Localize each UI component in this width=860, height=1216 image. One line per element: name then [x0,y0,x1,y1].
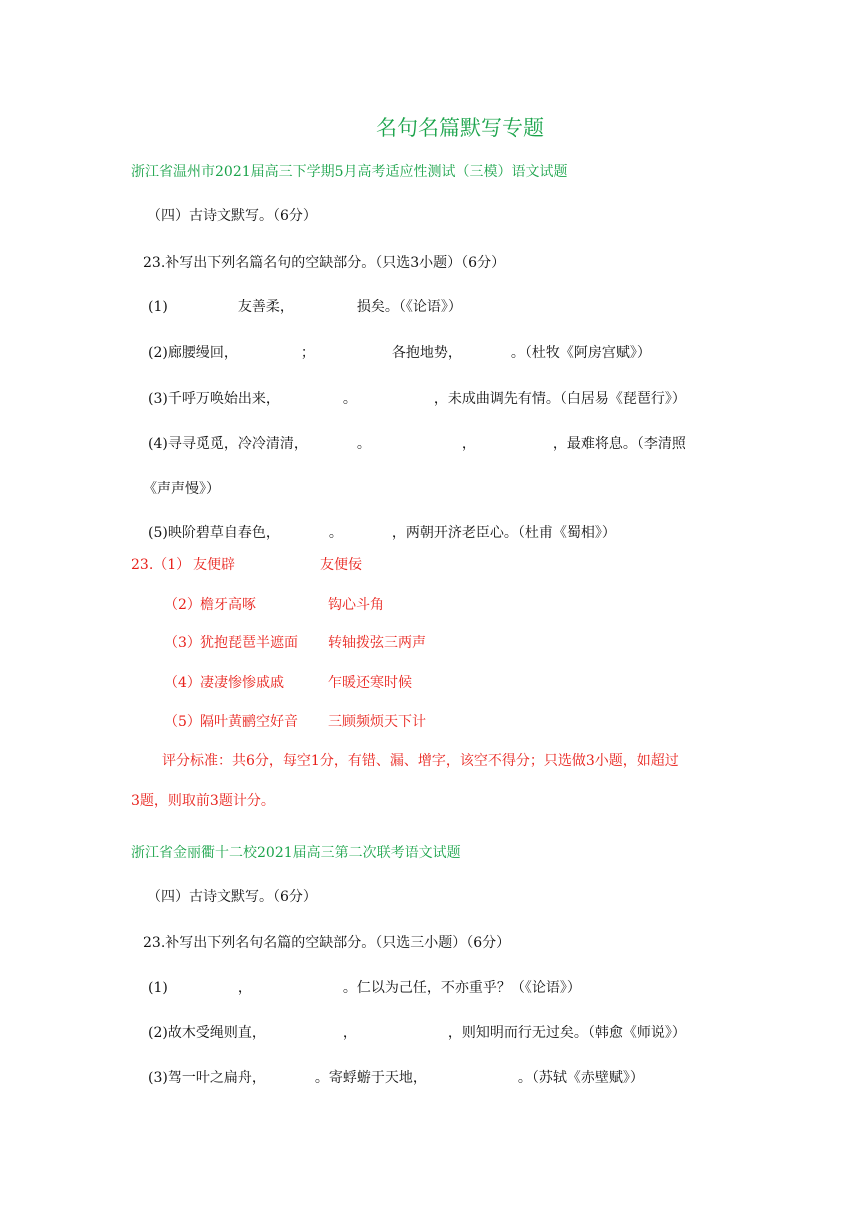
answer-2-num: （2） [164,597,201,613]
section2-part: （四）古诗文默写。（6分） [147,889,317,905]
section1-item-2: (2)廊腰缦回， ； 各抱地势， 。（杜牧《阿房宫赋》） [148,345,651,361]
answer-5-num: （5） [164,714,201,730]
scoring-standard: 评分标准：共6分，每空1分，有错、漏、增字，该空不得分；只选做3小题，如超过 [162,753,679,769]
answer-3-b: 转轴拨弦三两声 [328,635,426,651]
section2-item-3: (3)驾一叶之扁舟， 。寄蜉蝣于天地， 。（苏轼《赤壁赋》） [148,1070,644,1086]
section2-source: 浙江省金丽衢十二校2021届高三第二次联考语文试题 [131,845,461,861]
section1-item-5: (5)映阶碧草自春色， 。 ，两朝开济老臣心。（杜甫《蜀相》） [148,525,616,541]
answers-label: 23.（1） [131,557,191,573]
answer-3-a: 犹抱琵琶半遮面 [200,635,298,651]
section1-part: （四）古诗文默写。（6分） [147,208,317,224]
section1-source: 浙江省温州市2021届高三下学期5月高考适应性测试（三模）语文试题 [131,164,568,180]
section2-question: 23.补写出下列名句名篇的空缺部分。（只选三小题）（6分） [143,935,511,951]
answer-5-a: 隔叶黄鹂空好音 [200,714,298,730]
answer-5-b: 三顾频烦天下计 [328,714,426,730]
page-title: 名句名篇默写专题 [376,116,544,140]
section2-item-2: (2)故木受绳则直， ， ，则知明而行无过矣。（韩愈《师说》） [148,1025,686,1041]
section2-item-1: (1) ， 。仁以为己任，不亦重乎？（《论语》） [148,980,581,996]
section1-question: 23.补写出下列名篇名句的空缺部分。（只选3小题）（6分） [143,255,506,271]
scoring-standard-cont: 3题，则取前3题计分。 [131,793,275,809]
answer-4-num: （4） [164,675,201,691]
answer-1-b: 友便佞 [320,557,362,573]
section1-item-1: (1) 友善柔， 损矣。（《论语》） [148,299,462,315]
answer-4-a: 凄凄惨惨戚戚 [200,675,284,691]
section1-item-4: (4)寻寻觅觅，冷冷清清， 。 ， ，最难将息。（李清照 [148,436,686,452]
answer-1-a: 友便辟 [193,557,235,573]
section1-item-4-cont: 《声声慢》） [143,481,220,497]
answer-2-a: 檐牙高啄 [200,597,256,613]
answer-3-num: （3） [164,635,201,651]
answer-2-b: 钩心斗角 [328,597,384,613]
answer-4-b: 乍暖还寒时候 [328,675,412,691]
section1-item-3: (3)千呼万唤始出来， 。 ，未成曲调先有情。（白居易《琵琶行》） [148,391,686,407]
